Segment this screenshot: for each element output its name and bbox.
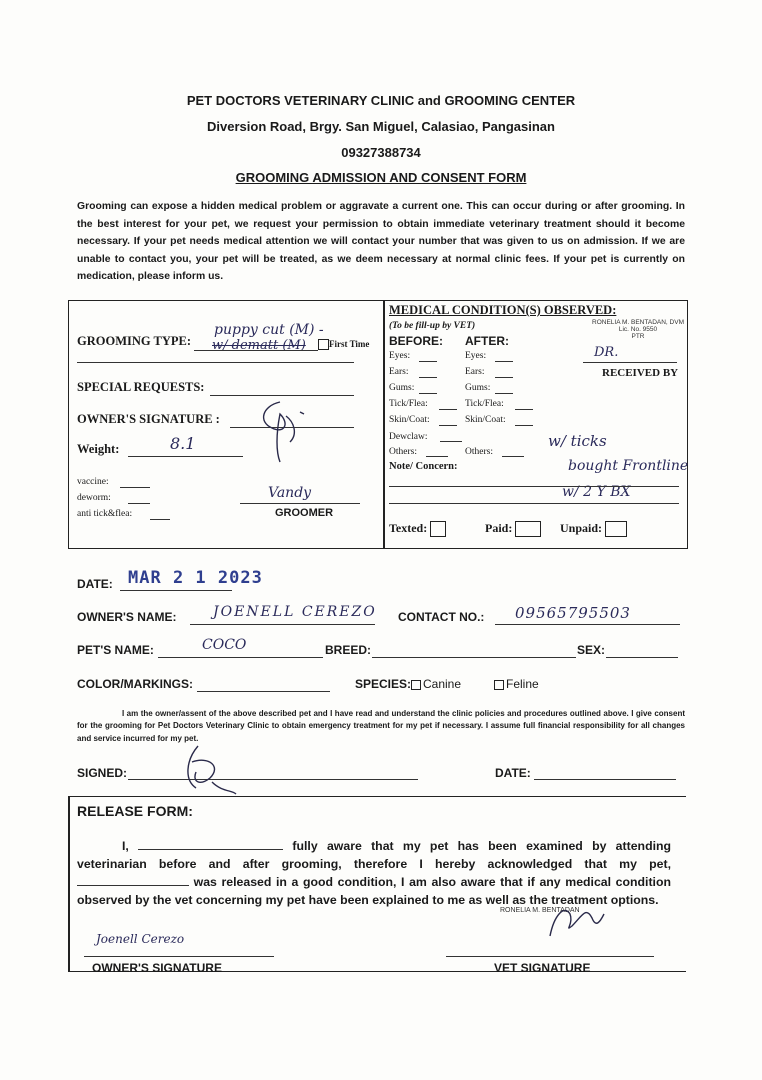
others-before-line (426, 456, 448, 457)
dewclaw-line (440, 441, 462, 442)
species-label: SPECIES: (355, 677, 412, 691)
before-label: BEFORE: (389, 334, 443, 348)
others-before-label: Others: (389, 447, 417, 457)
breed-label: BREED: (325, 643, 372, 657)
signed-date-line (534, 779, 676, 780)
medical-after-line (515, 425, 533, 426)
special-requests-label: SPECIAL REQUESTS: (77, 380, 205, 394)
grooming-type-value-1: puppy cut (M) - (214, 322, 324, 338)
deworm-line (128, 503, 150, 504)
vaccine-line (120, 487, 150, 488)
medical-before-label: Skin/Coat: (389, 415, 430, 425)
unpaid-checkbox[interactable] (605, 521, 627, 537)
medical-after-line (495, 393, 513, 394)
unpaid-text: Unpaid: (560, 521, 603, 535)
grooming-type-label: GROOMING TYPE: (77, 334, 192, 348)
owner-sig-hand: Joenell Cerezo (96, 932, 185, 946)
medical-after-label: Gums: (465, 383, 491, 393)
clinic-address: Diversion Road, Brgy. San Miguel, Calasiao, Pangasinan (207, 119, 555, 134)
note-line-1 (389, 486, 679, 487)
vaccine-label: vaccine: (77, 477, 109, 487)
date-label: DATE: (77, 577, 113, 591)
first-time-label: First Time (329, 339, 370, 349)
grooming-type-line (194, 350, 318, 351)
intro-paragraph: Grooming can expose a hidden medical problem or aggravate a current one. This can occur during or after grooming. In the best interest for your pet, we request your permission to obtain immediate veterinary treatment should it become necessary. If your pet needs medical attention we will contact your number that was given to us on admission. If we are unable to contact you, your pet will be treated, as we deem necessary at normal clinic fees. If your pet is currently on medication, please inform us. (77, 201, 685, 283)
weight-value: 8.1 (170, 434, 196, 453)
vet-stamp-top (590, 319, 686, 340)
release-pet-blank[interactable] (77, 885, 189, 886)
release-text-3: was released in a good condition, I am also aware that if any medical condition observed by the vet concerning my pet have been explained to me as well as the treatment options. (77, 875, 671, 907)
paid-label (485, 521, 541, 537)
vet-sig-label: VET SIGNATURE (494, 961, 591, 975)
release-left-rule (68, 796, 70, 972)
release-text-2: fully aware that my pet has been examined by attending veterinarian before and after grooming, therefore I hereby acknowledged that my pet, (77, 839, 672, 871)
texted-text: Texted: (389, 521, 428, 535)
clinic-phone: 09327388734 (341, 145, 421, 160)
note-line-2 (389, 503, 679, 504)
note-hand-2: bought Frontline (568, 458, 689, 474)
medical-subtitle: (To be fill-up by VET) (389, 321, 476, 331)
form-title: GROOMING ADMISSION AND CONSENT FORM (235, 170, 527, 185)
contact-line (495, 624, 680, 625)
signed-label: SIGNED: (77, 766, 128, 780)
unpaid-label (560, 521, 627, 537)
after-label: AFTER: (465, 334, 509, 348)
date-line (120, 590, 232, 591)
canine-checkbox[interactable] (411, 680, 421, 690)
medical-after-line (495, 377, 513, 378)
owner-sig-label: OWNER'S SIGNATURE (92, 961, 222, 975)
medical-after-label: Skin/Coat: (465, 415, 506, 425)
grooming-type-line-2 (77, 362, 354, 363)
groomer-line (240, 503, 360, 504)
medical-before-label: Tick/Flea: (389, 399, 428, 409)
others-after-line (502, 456, 524, 457)
note-label: Note/ Concern: (389, 461, 458, 472)
medical-before-label: Ears: (389, 367, 409, 377)
owner-signature-scribble (250, 394, 330, 464)
date-stamp: MAR 2 1 2023 (128, 568, 263, 588)
consent-paragraph: I am the owner/assent of the above described pet and I have read and understand the clinic policies and procedures outlined above. I give consent for the grooming for Pet Doctors Veterinary Clinic to obtain emergency treatment for my pet if necessary. I assume full financial responsibility for all changes and service incurred for my pet. (77, 709, 685, 743)
owner-name-line (190, 624, 375, 625)
release-text-1: I, (122, 839, 129, 853)
medical-after-line (495, 361, 513, 362)
medical-before-line (439, 409, 457, 410)
medical-before-line (419, 393, 437, 394)
received-line (583, 362, 677, 363)
feline-checkbox[interactable] (494, 680, 504, 690)
owner-name-label: OWNER'S NAME: (77, 610, 177, 624)
medical-before-line (419, 361, 437, 362)
vet-stamp-bottom: RONELIA M. BENTADAN (500, 907, 580, 914)
weight-label: Weight: (77, 442, 120, 456)
note-hand-3: w/ 2 Y BX (562, 484, 631, 500)
anti-tick-line (150, 519, 170, 520)
stamp-line-1: RONELIA M. BENTADAN, DVM (592, 319, 684, 326)
texted-checkbox[interactable] (430, 521, 446, 537)
others-after-label: Others: (465, 447, 493, 457)
release-owner-blank[interactable] (138, 849, 283, 850)
owner-signature-label: OWNER'S SIGNATURE : (77, 412, 220, 426)
anti-tick-label: anti tick&flea: (77, 509, 133, 519)
dr-hand: DR. (594, 345, 619, 360)
signed-signature-scribble (170, 742, 240, 802)
pet-name-label: PET'S NAME: (77, 643, 154, 657)
dewclaw-label: Dewclaw: (389, 432, 428, 442)
groomer-name: Vandy (268, 485, 312, 501)
paid-text: Paid: (485, 521, 513, 535)
received-by-label: RECEIVED BY (602, 367, 679, 379)
groomer-label: GROOMER (275, 507, 334, 519)
box-divider (383, 300, 385, 549)
deworm-label: deworm: (77, 493, 111, 503)
paid-checkbox[interactable] (515, 521, 541, 537)
signed-date-label: DATE: (495, 766, 531, 780)
weight-line (128, 456, 243, 457)
medical-after-line (515, 409, 533, 410)
medical-after-label: Ears: (465, 367, 485, 377)
texted-label (389, 521, 446, 537)
vet-signature-scribble (540, 896, 610, 946)
medical-before-label: Gums: (389, 383, 415, 393)
breed-line (372, 657, 576, 658)
medical-before-label: Eyes: (389, 351, 411, 361)
stamp-line-3: PTR (631, 333, 645, 340)
medical-after-label: Eyes: (465, 351, 487, 361)
pet-name-line (158, 657, 323, 658)
medical-before-line (439, 425, 457, 426)
color-label: COLOR/MARKINGS: (77, 677, 193, 691)
stamp-line-2: Lic. No. 9550 (618, 326, 658, 333)
owner-sig-line (84, 956, 274, 957)
vet-sig-line (446, 956, 654, 957)
release-top-rule (68, 796, 686, 797)
medical-after-label: Tick/Flea: (465, 399, 504, 409)
color-line (197, 691, 330, 692)
contact-label: CONTACT NO.: (398, 610, 485, 624)
feline-label: Feline (506, 677, 539, 691)
grooming-type-value-2: w/ dematt (M) (212, 338, 306, 353)
sex-label: SEX: (577, 643, 606, 657)
first-time-checkbox[interactable] (318, 339, 329, 350)
medical-title: MEDICAL CONDITION(S) OBSERVED: (389, 303, 617, 317)
note-hand-1: w/ ticks (548, 432, 607, 450)
release-title: RELEASE FORM: (77, 803, 193, 819)
pet-name-value: COCO (202, 637, 247, 653)
canine-label: Canine (423, 677, 462, 691)
medical-before-line (419, 377, 437, 378)
clinic-name: PET DOCTORS VETERINARY CLINIC and GROOMING CENTER (186, 93, 576, 108)
contact-value: 09565795503 (515, 604, 631, 622)
sex-line (606, 657, 678, 658)
owner-name-value: JOENELL CEREZO (213, 604, 377, 620)
